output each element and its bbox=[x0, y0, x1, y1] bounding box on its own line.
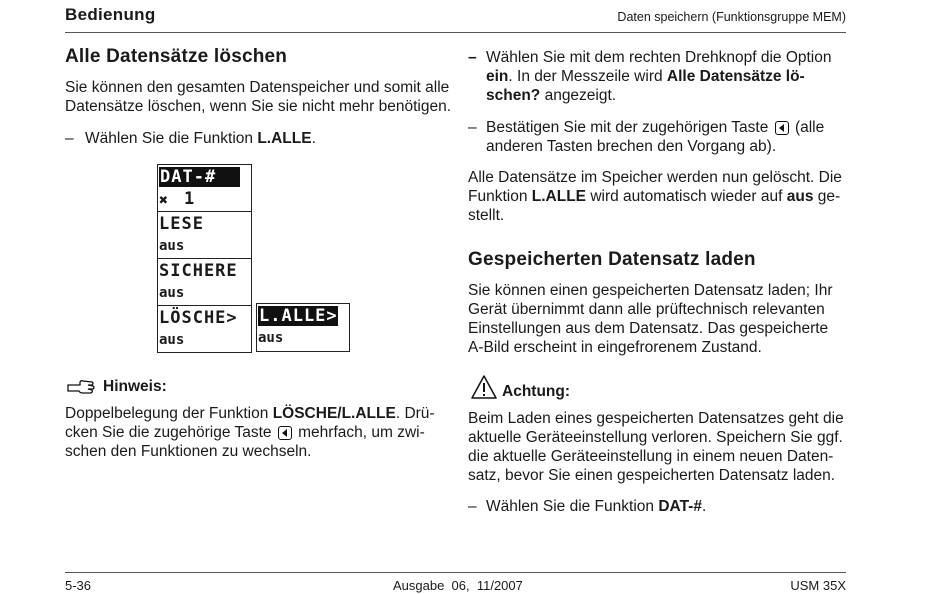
menu-value-dat: 1 bbox=[184, 189, 195, 209]
note-line-3: schen den Funktionen zu wechseln. bbox=[65, 443, 312, 460]
menu-cell-dat bbox=[158, 165, 251, 212]
para-warn-l3: die aktuelle Geräteeinstellung in einem neuen Daten- bbox=[468, 448, 834, 465]
warning-label: Achtung: bbox=[502, 383, 571, 400]
menu-label-lese: LESE bbox=[159, 214, 204, 234]
menu-value-lese: aus bbox=[159, 238, 185, 254]
menu-value-loesche: aus bbox=[159, 332, 185, 348]
submenu-value-lalle: aus bbox=[258, 330, 284, 346]
heading-delete-all: Alle Datensätze löschen bbox=[65, 46, 288, 67]
para-warn-l4: satz, bevor Sie einen gespeicherten Datensatz laden. bbox=[468, 467, 836, 484]
menu-cell-lese bbox=[158, 212, 251, 259]
para-load-l2: Gerät übernimmt dann alle prüftechnisch relevanten bbox=[468, 301, 825, 318]
footer-product: USM 35X bbox=[790, 578, 846, 593]
submenu-label-lalle: L.ALLE> bbox=[259, 306, 338, 326]
warning-triangle-icon bbox=[470, 374, 498, 405]
para-warn-l2: aktuelle Geräteeinstellung verloren. Speichern Sie ggf. bbox=[468, 429, 843, 446]
para-deleted-l1: Alle Datensätze im Speicher werden nun gelöscht. Die bbox=[468, 169, 842, 186]
hand-pointer-icon bbox=[66, 376, 100, 401]
device-submenu bbox=[256, 303, 350, 352]
heading-load-dataset: Gespeicherten Datensatz laden bbox=[468, 249, 756, 270]
menu-label-sichere: SICHERE bbox=[159, 261, 238, 281]
para-deleted-l3: stellt. bbox=[468, 207, 505, 224]
para-load-l1: Sie können einen gespeicherten Datensatz laden; Ihr bbox=[468, 282, 833, 299]
para-load-l4: A-Bild erscheint in eingefrorenem Zustand. bbox=[468, 339, 762, 356]
footer-page-number: 5-36 bbox=[65, 578, 92, 593]
para-load-l3: Einstellungen aus dem Datensatz. Das gespeicherte bbox=[468, 320, 829, 337]
header-rule bbox=[65, 32, 846, 33]
left-arrow-key-icon bbox=[278, 426, 292, 440]
menu-value-sichere: aus bbox=[159, 285, 185, 301]
left-arrow-key-icon bbox=[775, 121, 789, 135]
menu-cell-sichere bbox=[158, 259, 251, 306]
note-line-1: Doppelbelegung der Funktion LÖSCHE/L.ALLE. Drü- bbox=[65, 405, 435, 422]
step-select-lalle: – Wählen Sie die Funktion L.ALLE. bbox=[65, 130, 316, 147]
para-deleted-l2: Funktion L.ALLE wird automatisch wieder auf aus ge- bbox=[468, 188, 841, 205]
intro-line-2: Datensätze löschen, wenn Sie sie nicht mehr benötigen. bbox=[65, 98, 452, 115]
note-label: Hinweis: bbox=[103, 378, 167, 395]
para-warn-l1: Beim Laden eines gespeicherten Datensatzes geht die bbox=[468, 410, 844, 427]
menu-label-loesche: LÖSCHE> bbox=[159, 308, 238, 328]
footer-rule bbox=[65, 572, 846, 573]
menu-cell-loesche bbox=[158, 306, 251, 352]
device-menu bbox=[157, 164, 252, 353]
intro-line-1: Sie können den gesamten Datenspeicher und somit alle bbox=[65, 79, 450, 96]
menu-label-dat: DAT-# bbox=[159, 167, 240, 187]
header-section: Bedienung bbox=[65, 5, 156, 24]
note-line-2: cken Sie die zugehörige Taste mehrfach, um zwi- bbox=[65, 424, 425, 441]
header-chapter: Daten speichern (Funktionsgruppe MEM) bbox=[617, 10, 846, 24]
footer-edition: Ausgabe 06, 11/2007 bbox=[393, 578, 523, 593]
x-icon: ✖ bbox=[159, 191, 169, 209]
